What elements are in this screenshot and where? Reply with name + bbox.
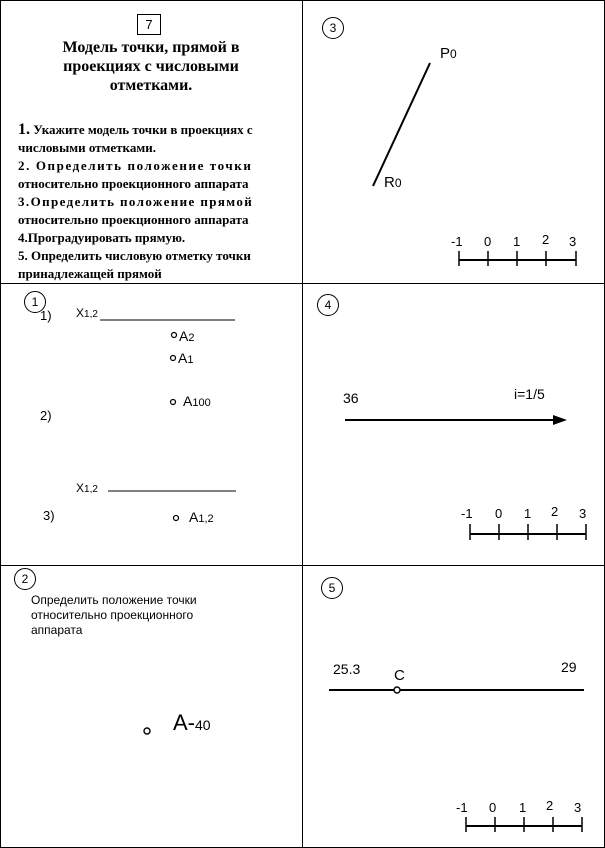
task-text-cont: числовыми отметками.: [18, 140, 156, 155]
scale-label: 1: [524, 506, 532, 521]
point-letter: A: [179, 328, 189, 344]
scale-label: 0: [495, 506, 503, 521]
task-number: 4.: [18, 230, 28, 245]
point-r-sub: 0: [394, 176, 402, 190]
scale-label: 2: [542, 232, 550, 247]
panel-badge: 1: [24, 291, 46, 313]
panel-badge: 4: [317, 294, 339, 316]
item-label: 1): [40, 308, 52, 323]
right-mark: 29: [561, 659, 577, 675]
point-letter: A: [183, 393, 193, 409]
scale-label: 1: [519, 800, 527, 815]
point-p-letter: P: [440, 45, 451, 62]
scale-label: -1: [461, 506, 473, 521]
left-mark: 25.3: [333, 661, 361, 677]
task-number: 5.: [18, 248, 28, 263]
scale-label: 0: [484, 234, 492, 249]
start-mark: 36: [343, 390, 359, 406]
task-text: Определить положение прямой: [30, 194, 254, 209]
point-sub: 2: [188, 332, 195, 344]
task-number: 1.: [18, 121, 30, 138]
panel-badge: 2: [14, 568, 36, 590]
scale-label: -1: [451, 234, 463, 249]
question-line: относительно проекционного: [31, 608, 194, 622]
scale-label: 2: [551, 504, 559, 519]
point-marker: [394, 687, 400, 693]
task-text: Укажите модель точки в проекциях с: [33, 122, 253, 137]
task-text-cont: принадлежащей прямой: [18, 266, 162, 281]
axis-sub: 1,2: [84, 484, 98, 495]
card-title-line: проекциях с числовыми: [63, 58, 239, 75]
point-sub: 1,2: [198, 513, 214, 525]
task-text-cont: относительно проекционного аппарата: [18, 176, 249, 191]
point-sub: 40: [195, 717, 211, 733]
card-title-line: Модель точки, прямой в: [62, 39, 240, 56]
item-label: 3): [43, 508, 55, 523]
scale-label: 2: [546, 798, 554, 813]
scale-label: 3: [574, 800, 582, 815]
card-number: 7: [145, 17, 153, 32]
point-letter: A-: [173, 710, 195, 735]
task-text: Определить положение точки: [35, 158, 253, 173]
task-text-cont: относительно проекционного аппарата: [18, 212, 249, 227]
task-text: Определить числовую отметку точки: [31, 248, 251, 263]
point-p-sub: 0: [450, 47, 457, 61]
slope-label: i=1/5: [514, 386, 545, 402]
panel-badge: 3: [322, 17, 344, 39]
point-sub: 1: [187, 354, 194, 366]
point-sub: 100: [192, 397, 211, 409]
scale-label: 1: [513, 234, 521, 249]
item-label: 2): [40, 408, 52, 423]
point-r-letter: R: [384, 174, 395, 191]
scale-label: 3: [579, 506, 587, 521]
task-number: 3.: [18, 194, 31, 209]
task-text: Проградуировать прямую.: [27, 230, 186, 245]
axis-letter: X: [76, 481, 85, 495]
scale-label: 3: [569, 234, 577, 249]
card-title-line: отметками.: [109, 77, 193, 94]
scale-label: 0: [489, 800, 497, 815]
task-number: 2.: [18, 158, 31, 173]
axis-sub: 1,2: [84, 309, 98, 320]
question-line: Определить положение точки: [31, 593, 197, 607]
panel-badge: 5: [321, 577, 343, 599]
point-letter: A: [189, 509, 199, 525]
scale-label: -1: [456, 800, 468, 815]
axis-letter: X: [76, 306, 85, 320]
point-c-label: C: [394, 667, 405, 684]
question-line: аппарата: [31, 623, 83, 637]
point-letter: A: [178, 350, 188, 366]
